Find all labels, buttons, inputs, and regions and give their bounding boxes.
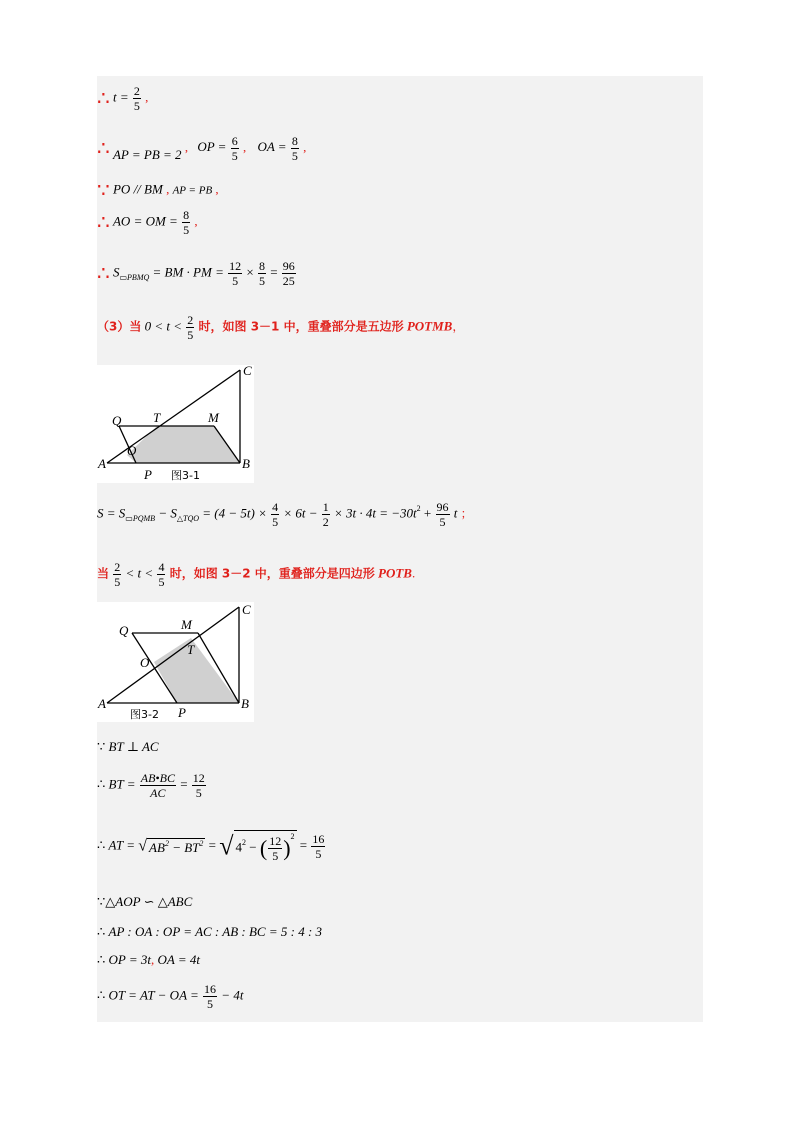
math-text: △AOP ∽ △ABC [105, 894, 193, 909]
math-text: AO = OM = [112, 213, 178, 229]
label-p: P [144, 467, 152, 482]
fraction: $\frac{12}{5}$ [192, 771, 205, 800]
shaded-quadrilateral [154, 638, 239, 703]
punct: , [151, 952, 155, 967]
math-text: = [208, 837, 216, 853]
math-text: < t < [125, 565, 154, 581]
line-12 [97, 894, 192, 910]
math-text: S = S [97, 505, 126, 521]
fraction: $\frac{96}{5}$ [436, 500, 449, 529]
punct: , [166, 181, 170, 197]
punct: , [145, 89, 149, 105]
text-cn: （3）当 [97, 319, 142, 334]
fraction: $\frac{8}{5}$ [258, 259, 265, 288]
fraction: $\frac{12}{5}$ [229, 259, 242, 288]
line-7 [97, 500, 473, 529]
fraction: $\frac{8}{5}$ [291, 134, 298, 163]
label-c: C [242, 602, 251, 617]
line-11 [97, 830, 326, 863]
fraction: $\frac{12}{5}$ [269, 834, 282, 863]
fraction: $\frac{2}{5}$ [133, 84, 140, 113]
math-text: OT = AT − OA = [108, 987, 199, 1003]
therefore-symbol: ∴ [97, 924, 106, 939]
because-symbol: ∵ [97, 180, 110, 202]
label-o: O [127, 443, 137, 458]
label-m: M [208, 410, 219, 425]
punct: , [242, 139, 247, 155]
superscript: 2 [416, 504, 421, 514]
punct: ， [452, 319, 465, 334]
math-text: × 3t · 4t = −30t [334, 505, 417, 521]
label-t: T [187, 642, 195, 657]
text-cn: 当 [97, 566, 110, 581]
because-symbol: ∵ [97, 739, 106, 754]
therefore-symbol: ∴ [97, 263, 110, 285]
label-b: B [241, 696, 249, 711]
line-2 [97, 134, 306, 163]
math-text: t = [112, 89, 129, 105]
punct: , [303, 139, 307, 155]
label-c: C [243, 365, 252, 378]
math-text: PO // BM [112, 181, 163, 197]
math-text: BT ⊥ AC [108, 739, 159, 754]
math-text: + [423, 505, 432, 521]
fraction: $\frac{2}{5}$ [114, 560, 121, 589]
solution-panel [97, 76, 703, 1022]
therefore-symbol: ∴ [97, 987, 106, 1003]
therefore-symbol: ∴ [97, 88, 110, 110]
line-4 [97, 208, 198, 237]
math-text: OP = 3t [108, 952, 152, 967]
line-14 [97, 952, 200, 968]
math-text: OA = 4t [157, 952, 200, 967]
figure-3-1 [97, 365, 254, 483]
line-9 [97, 739, 159, 755]
math-text: AP = PB = 2 [112, 147, 182, 163]
fraction: $\frac{4}{5}$ [272, 500, 279, 529]
label-t: T [153, 410, 161, 425]
math-text: = BM · PM = [152, 264, 224, 280]
because-symbol: ∵ [97, 894, 106, 909]
fraction: $\frac{4}{5}$ [158, 560, 165, 589]
punct: ； [460, 506, 473, 521]
figure-caption: 图3-1 [171, 469, 200, 482]
subscript: △TQO [176, 514, 199, 524]
fraction: $\frac{16}{5}$ [204, 982, 217, 1011]
punct: . [411, 565, 416, 581]
line-8-condition [97, 560, 415, 589]
label-b: B [242, 456, 250, 471]
fraction: $\frac{2}{5}$ [187, 313, 194, 342]
line-6-condition [97, 313, 464, 342]
math-text: t [453, 505, 458, 521]
fraction: $\frac{AB•BC}{AC}$ [140, 771, 175, 800]
math-text: = [180, 776, 188, 792]
therefore-symbol: ∴ [97, 952, 106, 967]
sqrt-icon: √ [219, 831, 234, 861]
fraction: $\frac{96}{25}$ [282, 259, 295, 288]
math-text: OP = [197, 139, 227, 155]
math-text: POTMB [406, 318, 453, 334]
therefore-symbol: ∴ [97, 837, 106, 853]
line-5 [97, 259, 297, 288]
math-text: 0 < t < [144, 318, 183, 334]
therefore-symbol: ∴ [97, 212, 110, 234]
therefore-symbol: ∴ [97, 138, 110, 160]
math-text: = [270, 264, 278, 280]
label-o: O [140, 655, 150, 670]
label-a: A [98, 456, 106, 471]
label-m: M [181, 617, 192, 632]
math-text: = [299, 837, 308, 853]
figure-3-1-svg [97, 365, 254, 483]
therefore-symbol: ∴ [97, 776, 106, 792]
math-text: × [246, 264, 254, 280]
label-q: Q [119, 623, 129, 638]
punct: , [184, 139, 189, 155]
text-cn: 时，如图 3－1 中，重叠部分是五边形 [198, 319, 404, 334]
line-3 [97, 178, 219, 203]
line-15 [97, 982, 243, 1011]
punct: , [215, 181, 219, 197]
subscript: ▭PQMB [125, 514, 156, 524]
fraction: $\frac{1}{2}$ [322, 500, 329, 529]
line-1 [97, 84, 148, 113]
math-text: AT = [108, 837, 136, 853]
math-text: AP : OA : OP = AC : AB : BC = 5 : 4 : 3 [108, 924, 323, 939]
radicand-1: $AB^2 - BT^2$ [149, 838, 204, 855]
shaded-pentagon [127, 426, 240, 463]
label-q: Q [112, 413, 122, 428]
math-text: − S [158, 505, 177, 521]
figure-3-2-svg [97, 602, 254, 722]
text-cn: 时，如图 3－2 中，重叠部分是四边形 [169, 566, 375, 581]
label-a: A [98, 696, 106, 711]
fraction: $\frac{16}{5}$ [312, 832, 325, 861]
math-text: × 6t − [283, 505, 318, 521]
subscript: ▭PBMQ [119, 273, 150, 283]
figure-3-2 [97, 602, 254, 722]
figure-caption: 图3-2 [130, 708, 159, 721]
math-text: = (4 − 5t) × [202, 505, 267, 521]
sqrt-icon: √ [138, 837, 148, 855]
math-text: AP = PB [172, 184, 213, 197]
math-text: − 4t [221, 987, 244, 1003]
punct: , [194, 213, 198, 229]
fraction: $\frac{8}{5}$ [183, 208, 190, 237]
label-p: P [178, 705, 186, 720]
radicand-2: $4^2$ − ( $\frac{12}{5}$ )$^2$ [234, 830, 297, 863]
math-text: POTB [378, 565, 412, 581]
line-10 [97, 771, 207, 800]
line-13 [97, 924, 322, 940]
math-text: OA = [257, 139, 287, 155]
math-text: S [112, 264, 120, 280]
fraction: $\frac{6}{5}$ [231, 134, 238, 163]
math-text: BT = [108, 776, 136, 792]
